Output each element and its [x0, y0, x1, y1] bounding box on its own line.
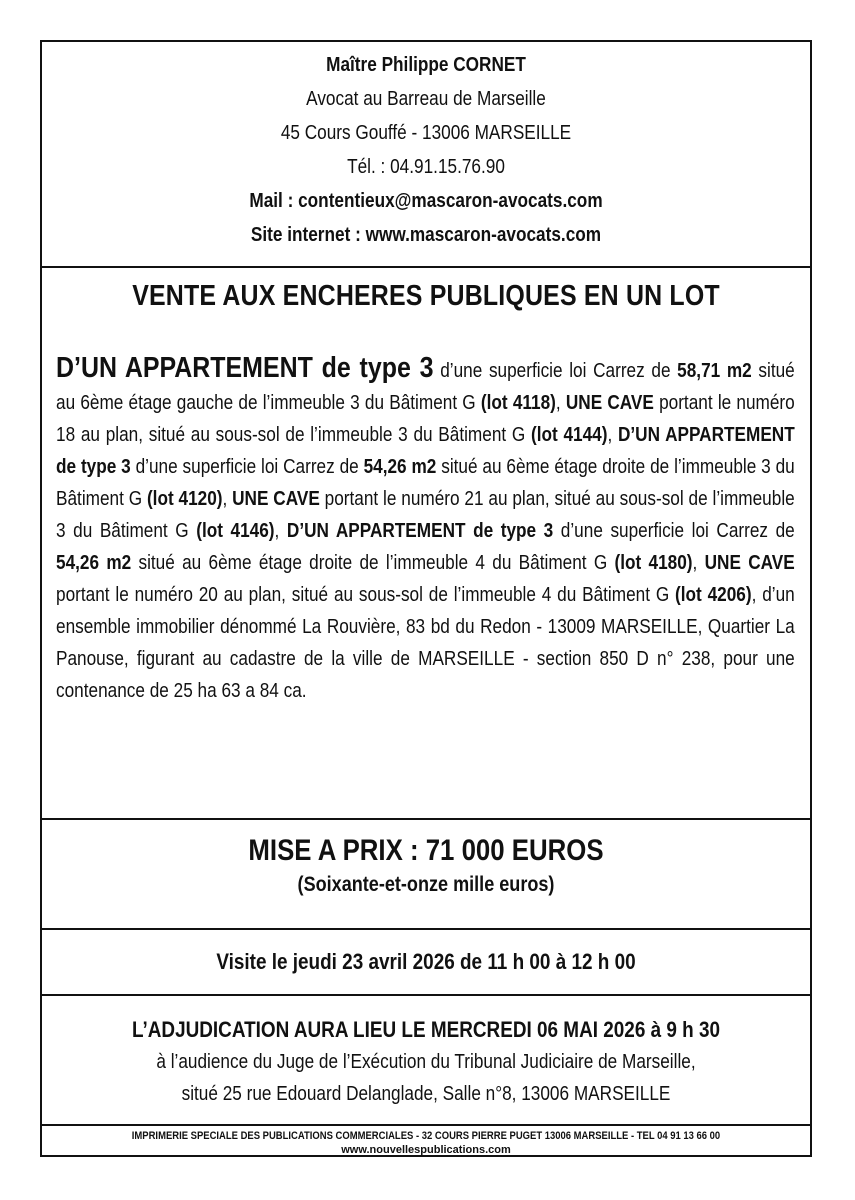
desc-text-8: ,	[222, 488, 233, 510]
desc-bold-14: UNE CAVE	[704, 552, 795, 574]
printer-info: IMPRIMERIE SPECIALE DES PUBLICATIONS COMMERCIALES - 32 COURS PIERRE PUGET 13006 MARSEILLE - TEL 04 91 13 66 00	[131, 1130, 721, 1142]
desc-bold-6: D’UN APPARTEMENT de type 3	[56, 424, 795, 478]
price-words: (Soixante-et-onze mille euros)	[297, 873, 555, 896]
adjudication-line-1: à l’audience du Juge de l’Exécution du Tribunal Judiciaire de Marseille,	[156, 1051, 696, 1073]
lawyer-phone: Tél. : 04.91.15.76.90	[347, 156, 505, 178]
printer-footer	[42, 1129, 810, 1157]
desc-text-12: situé au 6ème étage droite de l’immeuble 4 du Bâtiment G	[131, 552, 615, 574]
desc-bold-3: (lot 4118)	[480, 392, 556, 414]
notice-frame	[40, 40, 812, 1157]
desc-text-2: situé au 6ème étage gauche de l’immeuble 3 du Bâtiment G	[56, 360, 795, 414]
price-amount: MISE A PRIX : 71 000 EUROS	[248, 834, 604, 867]
desc-bold-15: (lot 4206)	[675, 584, 752, 606]
desc-text-6: d’une superficie loi Carrez de	[130, 456, 364, 478]
visit-info: Visite le jeudi 23 avril 2026 de 11 h 00 à 12 h 00	[216, 949, 636, 974]
desc-bold-11: D’UN APPARTEMENT de type 3	[286, 520, 554, 542]
lawyer-mail: Mail : contentieux@mascaron-avocats.com	[249, 190, 603, 212]
desc-bold-8: (lot 4120)	[146, 488, 223, 510]
lawyer-title: Avocat au Barreau de Marseille	[306, 88, 546, 110]
starting-price	[42, 832, 810, 900]
desc-bold-1: D’UN APPARTEMENT de type 3	[56, 352, 434, 384]
desc-bold-2: 58,71 m2	[677, 360, 752, 382]
desc-text-15: , d’un ensemble immobilier dénommé La Rouvière, 83 bd du Redon - 13009 MARSEILLE, Quartier La Panouse, figurant au cadastre de la ville de MARSEILLE - section 850 D n° 238, pour une contenance de 25 ha 63 a 84 ca.	[56, 584, 795, 702]
divider-header	[42, 266, 810, 268]
desc-bold-12: 54,26 m2	[56, 552, 132, 574]
desc-text-1: d’une superficie loi Carrez de	[433, 360, 678, 382]
desc-bold-13: (lot 4180)	[614, 552, 693, 574]
lawyer-address: 45 Cours Gouffé - 13006 MARSEILLE	[280, 122, 572, 144]
desc-text-14: portant le numéro 20 au plan, situé au sous-sol de l’immeuble 4 du Bâtiment G	[56, 584, 676, 606]
desc-text-10: ,	[274, 520, 287, 542]
adjudication-line-2: situé 25 rue Edouard Delanglade, Salle n°8, 13006 MARSEILLE	[181, 1083, 671, 1105]
adjudication-info	[42, 1014, 810, 1110]
desc-text-3: ,	[555, 392, 566, 414]
sale-title: VENTE AUX ENCHERES PUBLIQUES EN UN LOT	[132, 280, 720, 312]
printer-website: www.nouvellespublications.com	[341, 1144, 511, 1156]
desc-text-13: ,	[692, 552, 705, 574]
desc-text-7: situé au 6ème étage droite de l’immeuble 3 du Bâtiment G	[56, 456, 795, 510]
divider-description	[42, 818, 810, 820]
desc-text-11: d’une superficie loi Carrez de	[553, 520, 795, 542]
lawyer-header	[42, 42, 810, 266]
desc-bold-7: 54,26 m2	[363, 456, 437, 478]
divider-visit	[42, 994, 810, 996]
lawyer-name: Maître Philippe CORNET	[326, 54, 526, 76]
divider-adjudication	[42, 1124, 810, 1126]
lawyer-site: Site internet : www.mascaron-avocats.com	[250, 224, 602, 246]
desc-text-5: ,	[607, 424, 618, 446]
adjudication-headline: L’ADJUDICATION AURA LIEU LE MERCREDI 06 MAI 2026 à 9 h 30	[131, 1017, 721, 1042]
divider-price	[42, 928, 810, 930]
desc-bold-4: UNE CAVE	[565, 392, 654, 414]
property-description	[56, 352, 796, 707]
desc-bold-9: UNE CAVE	[232, 488, 320, 510]
desc-bold-10: (lot 4146)	[196, 520, 275, 542]
desc-text-4: portant le numéro 18 au plan, situé au sous-sol de l’immeuble 3 du Bâtiment G	[56, 392, 795, 446]
desc-bold-5: (lot 4144)	[531, 424, 608, 446]
desc-text-9: portant le numéro 21 au plan, situé au sous-sol de l’immeuble 3 du Bâtiment G	[56, 488, 795, 542]
